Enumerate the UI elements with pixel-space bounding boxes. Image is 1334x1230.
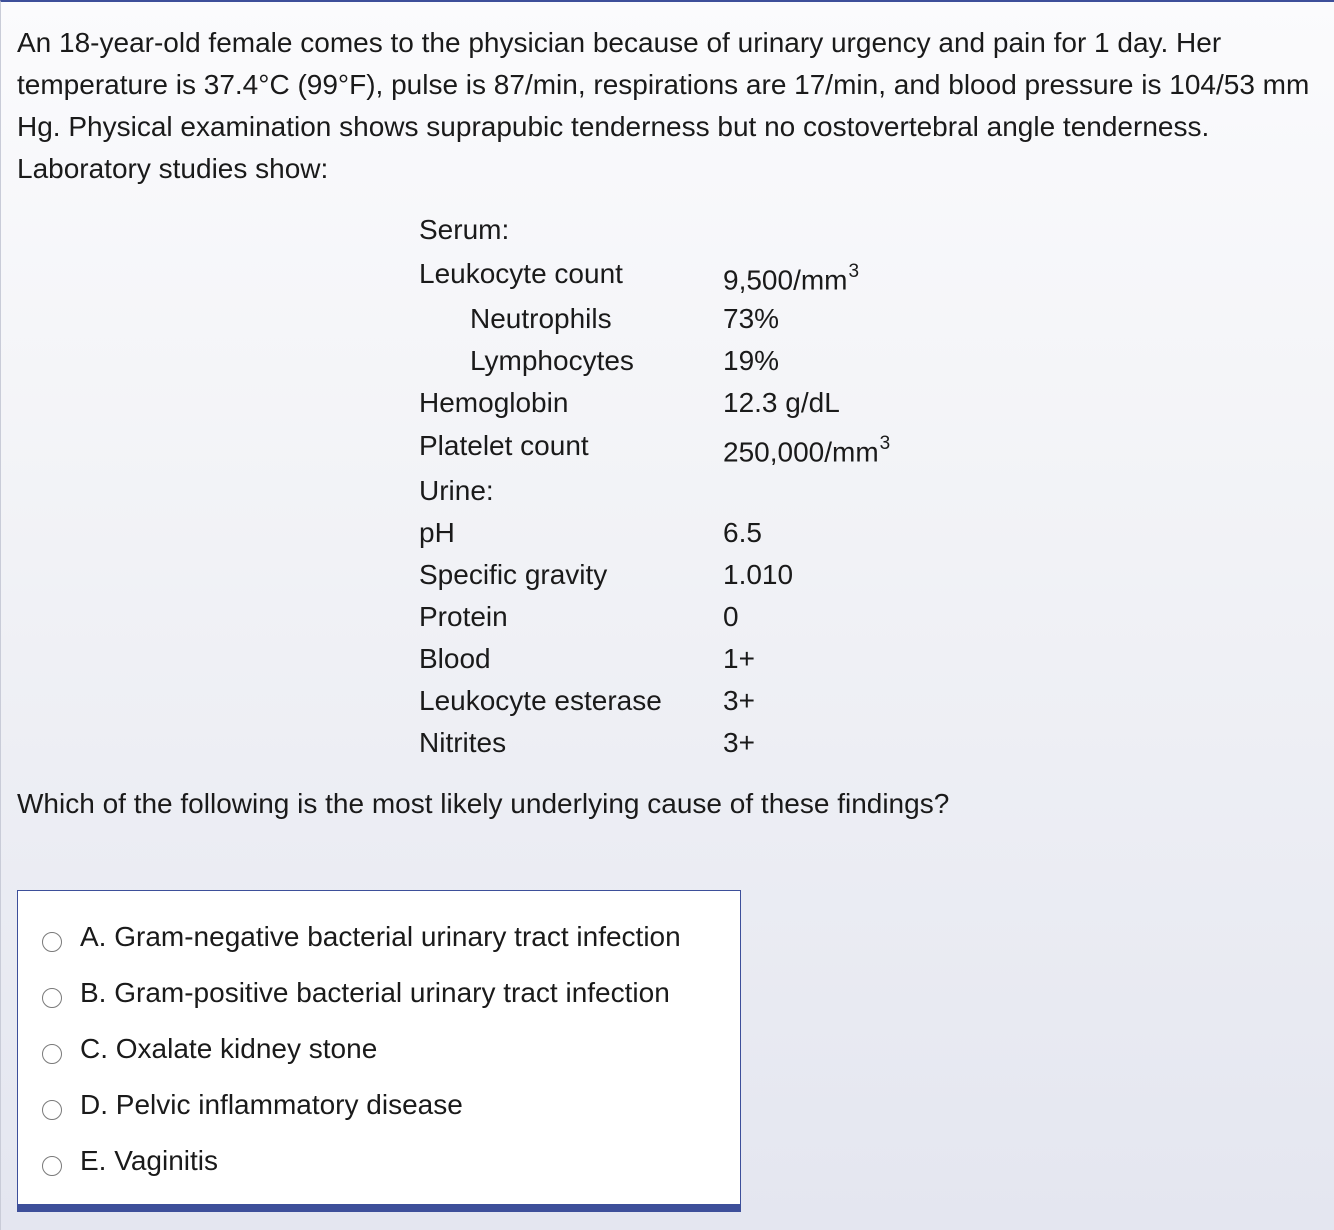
radio-button[interactable] xyxy=(42,988,62,1008)
lab-value: 19% xyxy=(723,345,780,376)
answer-label: E. Vaginitis xyxy=(80,1145,218,1176)
lab-name: Nitrites xyxy=(419,727,507,758)
answer-label: C. Oxalate kidney stone xyxy=(80,1033,378,1064)
lab-value: 12.3 g/dL xyxy=(723,387,840,418)
lab-value: 73% xyxy=(723,303,780,334)
serum-header: Serum: xyxy=(419,214,510,245)
lab-value: $250,000/mm^3$ xyxy=(723,433,891,468)
lab-name: Neutrophils xyxy=(470,303,612,334)
answer-option-e[interactable] xyxy=(42,1139,218,1183)
radio-button[interactable] xyxy=(42,1156,62,1176)
answer-option-a[interactable] xyxy=(42,915,681,959)
lab-value: 3+ xyxy=(723,727,755,758)
question-prompt: Which of the following is the most likely underlying cause of these findings? xyxy=(17,788,950,819)
lab-name: Specific gravity xyxy=(419,559,608,590)
lab-name: pH xyxy=(419,517,455,548)
radio-button[interactable] xyxy=(42,1044,62,1064)
lab-value: 1+ xyxy=(723,643,755,674)
answer-label: B. Gram-positive bacterial urinary tract infection xyxy=(80,977,670,1008)
radio-button[interactable] xyxy=(42,1100,62,1120)
lab-name: Lymphocytes xyxy=(470,345,634,376)
lab-name: Blood xyxy=(419,643,491,674)
radio-button[interactable] xyxy=(42,932,62,952)
lab-value: 1.010 xyxy=(723,559,794,590)
lab-value: 0 xyxy=(723,601,739,632)
lab-value: $9,500/mm^3$ xyxy=(723,261,860,296)
answer-label: A. Gram-negative bacterial urinary tract infection xyxy=(80,921,681,952)
urine-header: Urine: xyxy=(419,475,494,506)
answer-label: D. Pelvic inflammatory disease xyxy=(80,1089,463,1120)
lab-name: Leukocyte esterase xyxy=(419,685,662,716)
lab-name: Platelet count xyxy=(419,430,589,461)
answer-option-d[interactable] xyxy=(42,1083,463,1127)
question-stem: An 18-year-old female comes to the physician because of urinary urgency and pain for 1 day. Her temperature is 37.4°C (99°F), pulse is 87/min, respirations are 17/min, and blood pressure is 104/53 mm Hg. Physical examination shows suprapubic tenderness but no costovertebral angle tenderness. Laboratory studies show: xyxy=(17,27,1310,184)
answer-option-b[interactable] xyxy=(42,971,670,1015)
answer-choices xyxy=(17,890,741,1212)
answer-option-c[interactable] xyxy=(42,1027,377,1071)
lab-value: 3+ xyxy=(723,685,755,716)
lab-name: Protein xyxy=(419,601,508,632)
lab-name: Leukocyte count xyxy=(419,258,623,289)
lab-value: 6.5 xyxy=(723,517,762,548)
lab-name: Hemoglobin xyxy=(419,387,569,418)
